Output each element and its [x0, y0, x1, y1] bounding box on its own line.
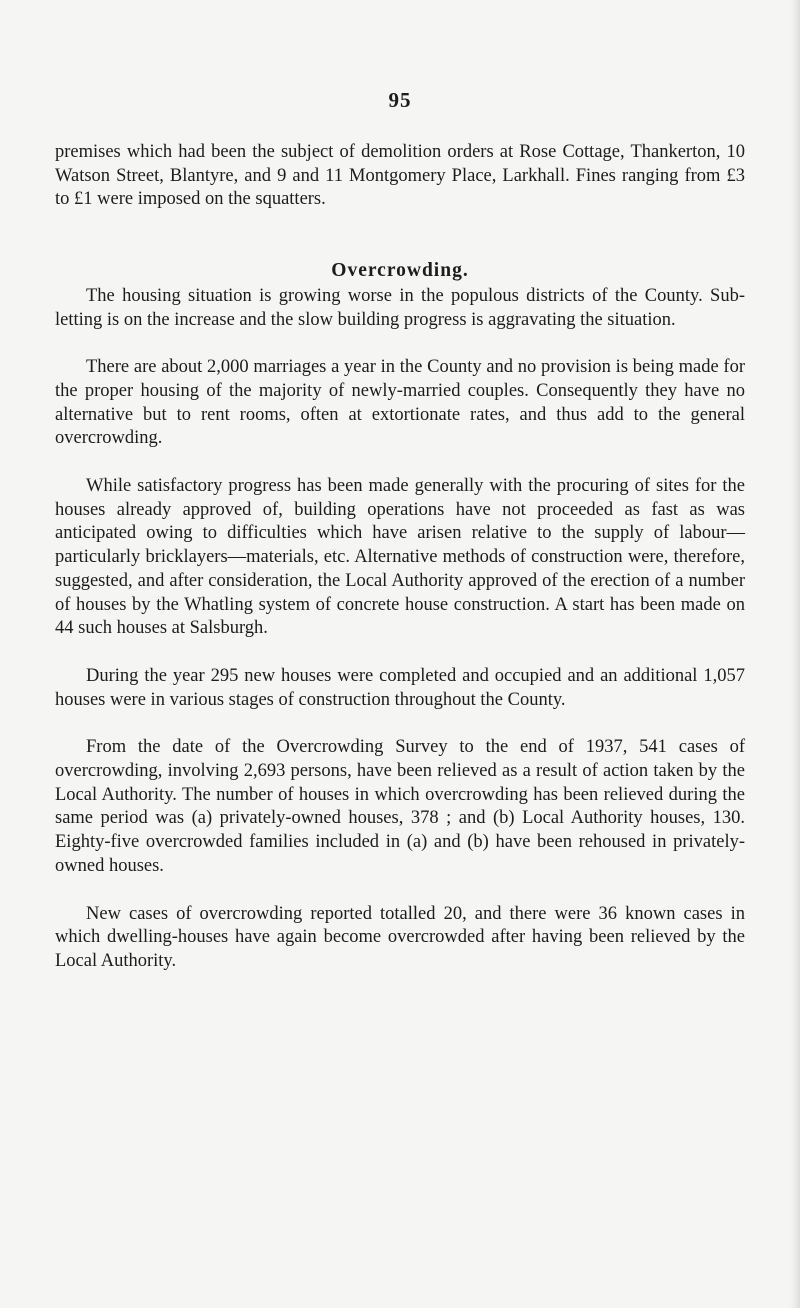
- paragraph-marriages: There are about 2,000 marriages a year in the County and no provision is being made for the proper housing of the majority of newly-married couples. Consequently they have no alternative but to rent rooms, often at extortionate rates, and thus add to the general overcrowding.: [55, 357, 745, 449]
- page-body: [55, 141, 745, 998]
- paragraph-new-cases: New cases of overcrowding reported totalled 20, and there were 36 known cases in which dwelling-houses have again become overcrowded after having been relieved by the Local Authority.: [55, 903, 745, 971]
- paragraph-new-houses: During the year 295 new houses were completed and occupied and an additional 1,057 houses were in various stages of construction throughout the County.: [55, 665, 745, 710]
- paragraph-building-progress: While satisfactory progress has been made generally with the procuring of sites for the houses already approved of, building operations have not proceeded as fast as was anticipated owing to difficulties which have arisen relative to the supply of labour—particularly bricklayers—materials, etc. Alternative methods of construction were, therefore, suggested, and after consideration, the Local Authority approved of the erection of a number of houses by the Whatling system of concrete house construction. A start has been made on 44 such houses at Salsburgh.: [55, 476, 745, 639]
- section-heading-overcrowding: Overcrowding.: [331, 260, 469, 282]
- paragraph-overcrowding-survey: From the date of the Overcrowding Survey to the end of 1937, 541 cases of overcrowding, involving 2,693 persons, have been relieved as a result of action taken by the Local Authority. The number of houses in which overcrowding has been relieved during the same period was (a) privately-owned houses, 378 ; and (b) Local Authority houses, 130. Eighty-five overcrowded families included in (a) and (b) have been rehoused in privately-owned houses.: [55, 737, 745, 876]
- paragraph-housing-situation: The housing situation is growing worse in the populous districts of the County. Sub-letting is on the increase and the slow building progress is aggravating the situation.: [55, 285, 745, 330]
- page-number: 95: [388, 88, 412, 112]
- page-edge-shadow: [790, 0, 800, 1308]
- paragraph-demolition-orders: premises which had been the subject of demolition orders at Rose Cottage, Thankerton, 10 Watson Street, Blantyre, and 9 and 11 Montgomery Place, Larkhall. Fines ranging from £3 to £1 were imposed on the squatters.: [55, 142, 745, 210]
